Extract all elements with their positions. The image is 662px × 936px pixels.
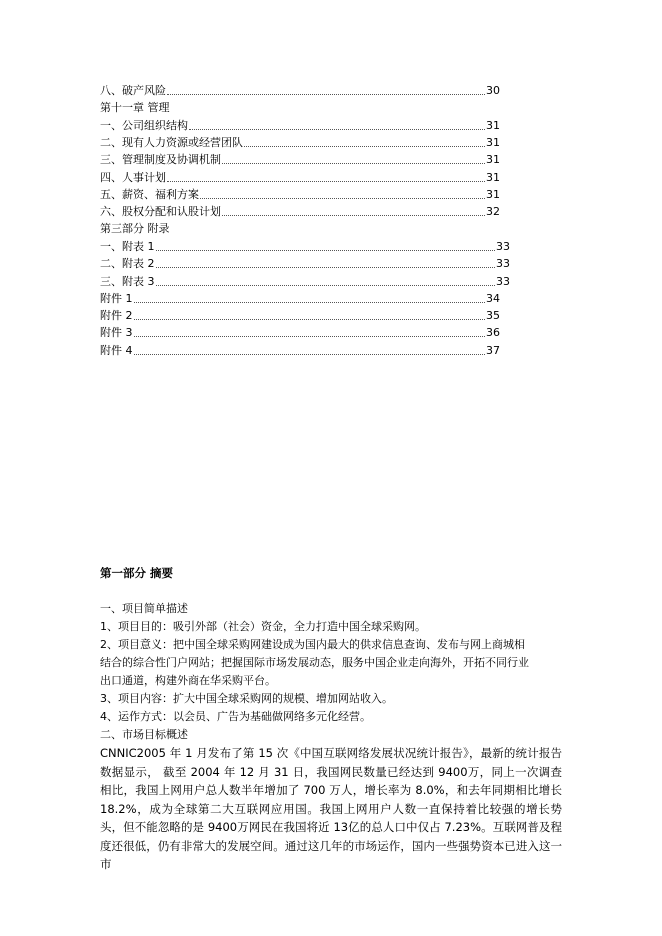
toc-page-number: 31 (486, 170, 500, 184)
toc-dot-leader (167, 179, 485, 182)
toc-dot-leader (156, 265, 496, 268)
toc-dot-leader (134, 317, 486, 320)
toc-entry-label: 四、人事计划 (100, 170, 166, 184)
toc-page-number: 33 (496, 257, 510, 271)
table-of-contents (100, 82, 510, 359)
toc-entry-label: 二、现有人力资源或经营团队 (100, 136, 243, 150)
toc-page-number: 30 (486, 84, 500, 98)
summary-section (100, 600, 562, 874)
toc-entry[interactable] (100, 341, 500, 358)
toc-entry[interactable] (100, 134, 500, 151)
toc-page-number: 32 (486, 205, 500, 219)
toc-page-number: 31 (486, 188, 500, 202)
toc-entry-label: 五、薪资、福利方案 (100, 188, 199, 202)
summary-line: 二、市场目标概述 (100, 728, 188, 741)
toc-entry[interactable] (100, 324, 500, 341)
summary-line: 4、运作方式：以会员、广告为基础做网络多元化经营。 (100, 710, 371, 723)
toc-entry-label: 附件 1 (100, 291, 133, 305)
toc-page-number: 33 (496, 239, 510, 253)
toc-page-number: 31 (486, 136, 500, 150)
summary-line: 出口通道，构建外商在华采购平台。 (100, 674, 276, 687)
toc-heading: 第三部分 附录 (100, 222, 170, 236)
toc-entry-label: 三、管理制度及协调机制 (100, 153, 221, 167)
toc-entry-label: 二、附表 2 (100, 257, 155, 271)
toc-dot-leader (244, 144, 485, 147)
toc-dot-leader (200, 196, 485, 199)
toc-entry[interactable] (100, 238, 510, 255)
toc-entry[interactable] (100, 272, 510, 289)
toc-entry-label: 附件 4 (100, 343, 133, 357)
summary-line: 1、项目目的：吸引外部（社会）资金，全力打造中国全球采购网。 (100, 620, 426, 633)
toc-entry[interactable] (100, 151, 500, 168)
toc-entry[interactable] (100, 203, 500, 220)
toc-page-number: 33 (496, 274, 510, 288)
toc-dot-leader (222, 213, 485, 216)
toc-entry[interactable] (100, 117, 500, 134)
toc-entry[interactable] (100, 186, 500, 203)
toc-heading: 第十一章 管理 (100, 101, 170, 115)
toc-page-number: 34 (486, 291, 500, 305)
toc-dot-leader (222, 161, 485, 164)
toc-page-number: 35 (486, 309, 500, 323)
toc-entry-label: 三、附表 3 (100, 274, 155, 288)
summary-line: 一、项目简单描述 (100, 602, 188, 615)
toc-entry-label: 一、公司组织结构 (100, 118, 188, 132)
toc-dot-leader (167, 92, 485, 95)
summary-line: 结合的综合性门户网站；把握国际市场发展动态，服务中国企业走向海外，开拓不同行业 (100, 656, 529, 669)
toc-entry[interactable] (100, 255, 510, 272)
toc-dot-leader (156, 283, 496, 286)
toc-entry[interactable] (100, 168, 500, 185)
toc-page-number: 37 (486, 343, 500, 357)
toc-entry-label: 一、附表 1 (100, 239, 155, 253)
toc-entry[interactable] (100, 82, 500, 99)
toc-entry-label: 六、股权分配和认股计划 (100, 205, 221, 219)
toc-entry-label: 附件 2 (100, 309, 133, 323)
market-paragraph: CNNIC2005 年 1 月发布了第 15 次《中国互联网络发展状况统计报告》，最新的统计报告数据显示， 截至 2004 年 12 月 31 日，我国网民数量已经达到 9400万，同上一次调查相比，我国上网用户总人数半年增加了 700 万人，增长率为 8.0%，和去年同期相比增长18.2%，成为全球第二大互联网应用国。我国上网用户人数一直保持着比较强的增长势头，但不能忽略的是 9400万网民在我国将近 13亿的总人口中仅占 7.23%。互联网普及程度还很低，仍有非常大的发展空间。通过这几年的市场运作，国内一些强势资本已进入这一市 (100, 746, 562, 871)
toc-dot-leader (134, 300, 486, 303)
toc-entry[interactable] (100, 307, 500, 324)
part-one-title: 第一部分 摘要 (100, 566, 174, 580)
summary-line: 2、项目意义：把中国全球采购网建设成为国内最大的供求信息查询、发布与网上商城相 (100, 638, 525, 651)
toc-dot-leader (134, 352, 486, 355)
toc-page-number: 31 (486, 153, 500, 167)
toc-dot-leader (156, 248, 496, 251)
toc-entry[interactable] (100, 290, 500, 307)
toc-page-number: 31 (486, 118, 500, 132)
toc-entry-label: 附件 3 (100, 326, 133, 340)
toc-dot-leader (134, 334, 486, 337)
toc-dot-leader (189, 127, 485, 130)
summary-line: 3、项目内容：扩大中国全球采购网的规模、增加网站收入。 (100, 692, 393, 705)
toc-entry-label: 八、破产风险 (100, 84, 166, 98)
toc-page-number: 36 (486, 326, 500, 340)
